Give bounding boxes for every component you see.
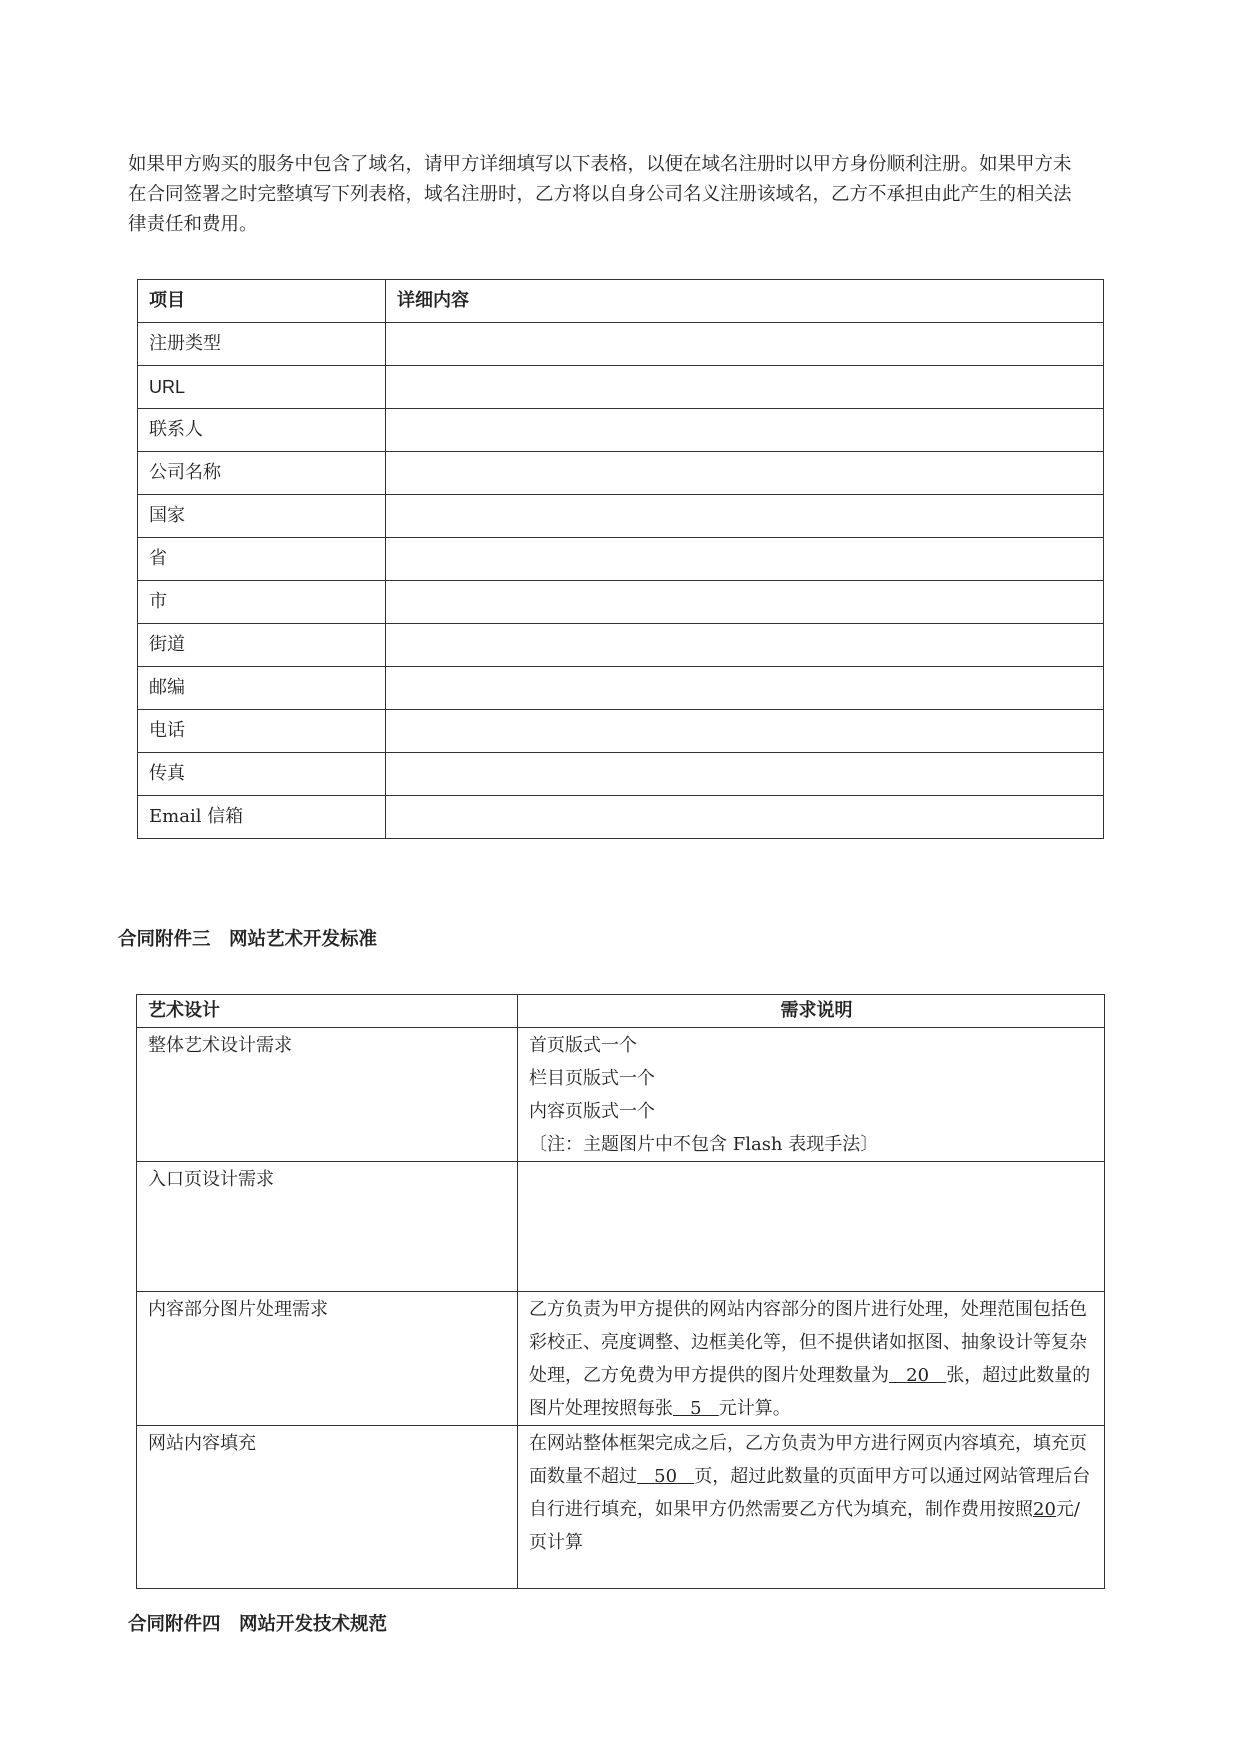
table-header-row (137, 995, 1105, 1028)
row-label: 整体艺术设计需求 (137, 1028, 518, 1162)
row-value-cell[interactable] (386, 538, 1104, 581)
table-row (138, 323, 1104, 366)
row-value-cell[interactable] (386, 409, 1104, 452)
table-row (138, 624, 1104, 667)
description-text: 页，超过此数量的页面甲方可以通过网站管理后台自行进行填充，如果甲方仍然需要乙方代为填充，制作费用按照 (529, 1466, 1091, 1520)
row-label: 国家 (138, 495, 386, 538)
row-value-cell[interactable] (386, 624, 1104, 667)
domain-info-table (137, 279, 1104, 839)
row-value-cell[interactable] (386, 581, 1104, 624)
row-label: 公司名称 (138, 452, 386, 495)
row-label: 市 (138, 581, 386, 624)
row-value-cell[interactable] (386, 667, 1104, 710)
table-row (137, 1426, 1105, 1589)
price-per-page-value: 20 (1033, 1499, 1056, 1520)
intro-paragraph: 如果甲方购买的服务中包含了域名，请甲方详细填写以下表格，以便在域名注册时以甲方身份顺利注册。如果甲方未在合同签署之时完整填写下列表格，域名注册时，乙方将以自身公司名义注册该域名，乙方不承担由此产生的相关法律责任和费用。 (128, 154, 1072, 235)
appendix3-heading: 合同附件三 网站艺术开发标准 (118, 929, 378, 950)
row-label: 内容部分图片处理需求 (137, 1292, 518, 1426)
table-row (138, 366, 1104, 409)
row-label: 传真 (138, 753, 386, 796)
row-label: 入口页设计需求 (137, 1162, 518, 1292)
row-label: 注册类型 (138, 323, 386, 366)
description-text: 元计算。 (718, 1398, 791, 1419)
table-row (137, 1162, 1105, 1292)
description-line: 内容页版式一个 (529, 1101, 655, 1122)
header-item: 项目 (138, 280, 386, 323)
row-label: 街道 (138, 624, 386, 667)
row-description (518, 1028, 1105, 1162)
description-text: 张，超过此数量的图片处理按照每张 (529, 1365, 1091, 1419)
row-label: Email 信箱 (138, 796, 386, 839)
description-line: 首页版式一个 (529, 1035, 637, 1056)
table-row (138, 796, 1104, 839)
description-text: 元/页计算 (529, 1499, 1080, 1553)
image-count-value: 20 (906, 1365, 930, 1386)
row-value-cell[interactable] (386, 796, 1104, 839)
row-value-cell[interactable] (386, 495, 1104, 538)
row-label: 省 (138, 538, 386, 581)
table-row (138, 538, 1104, 581)
header-art-design: 艺术设计 (137, 995, 518, 1028)
row-label: URL (138, 366, 386, 409)
table-row (137, 1292, 1105, 1426)
table-row (138, 452, 1104, 495)
table-row (137, 1028, 1105, 1162)
row-description (518, 1292, 1105, 1426)
row-description (518, 1426, 1105, 1589)
row-description (518, 1162, 1105, 1292)
description-text: 乙方负责为甲方提供的网站内容部分的图片进行处理，处理范围包括色彩校正、亮度调整、边框美化等，但不提供诸如抠图、抽象设计等复杂处理，乙方免费为甲方提供的图片处理数量为 (529, 1299, 1087, 1386)
description-text: 在网站整体框架完成之后，乙方负责为甲方进行网页内容填充，填充页面数量不超过 (529, 1433, 1087, 1487)
art-standard-table (136, 994, 1105, 1589)
description-line: 〔注：主题图片中不包含 Flash 表现手法〕 (529, 1134, 879, 1155)
row-label: 邮编 (138, 667, 386, 710)
table-row (138, 710, 1104, 753)
row-value-cell[interactable] (386, 753, 1104, 796)
description-line: 栏目页版式一个 (529, 1068, 655, 1089)
table-row (138, 581, 1104, 624)
table-row (138, 495, 1104, 538)
header-detail: 详细内容 (386, 280, 1104, 323)
price-per-image-value: 5 (690, 1398, 702, 1419)
table-row (138, 409, 1104, 452)
row-value-cell[interactable] (386, 452, 1104, 495)
header-requirement: 需求说明 (518, 995, 1105, 1028)
table-header-row (138, 280, 1104, 323)
table-row (138, 753, 1104, 796)
row-value-cell[interactable] (386, 323, 1104, 366)
row-label: 联系人 (138, 409, 386, 452)
page-count-value: 50 (654, 1466, 678, 1487)
row-label: 电话 (138, 710, 386, 753)
table-row (138, 667, 1104, 710)
row-label: 网站内容填充 (137, 1426, 518, 1589)
row-value-cell[interactable] (386, 710, 1104, 753)
appendix4-heading: 合同附件四 网站开发技术规范 (128, 1614, 388, 1635)
row-value-cell[interactable] (386, 366, 1104, 409)
